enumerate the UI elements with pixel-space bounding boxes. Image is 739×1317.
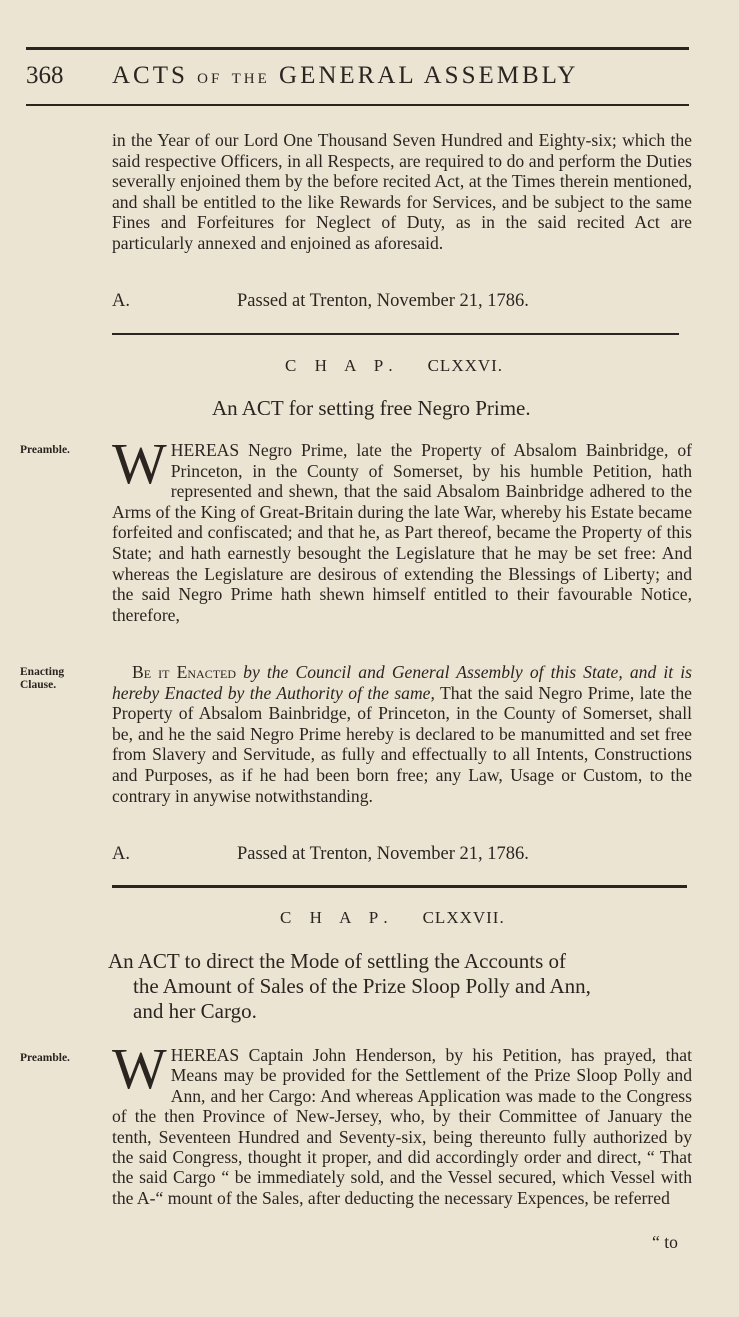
- passed-line-1: [112, 291, 692, 315]
- enacting-text: That the said Negro Prime, late the Property of Absalom Bainbridge, of Princeton, in the County of Somerset, shall be, and he the said Negro Prime hereby is declared to be manumitted and set free from Slavery and Servitude, as fully and effectually to all Intents, Constructions and Purposes, as if he had been born free; any Law, Usage or Custom, to the contrary in anywise notwithstanding.: [112, 682, 692, 806]
- running-head: [112, 62, 578, 90]
- act-title-177-line1: An ACT to direct the Mode of settling the Accounts of: [108, 949, 567, 973]
- margin-enacting-1: Enacting: [20, 666, 65, 678]
- chap-label-2: C H A P.: [280, 908, 395, 927]
- preamble-text-176: HEREAS Negro Prime, late the Property of Absalom Bainbridge, of Princeton, in the County of Somerset, by his humble Petition, hath represented and shewn, that the said Absalom Bainbridge adhered to the Arms of the King of Great-Britain during the late War, whereby his Estate became forfeited and confiscated; and that he, as Part thereof, became the Property of this State; and hath earnestly besought the Legislature that he may be set free: And whereas the Legislature are desirous of extending the Blessings of Liberty; and the said Negro Prime hath shewn himself entitled to their favourable Notice, therefore,: [112, 440, 692, 625]
- enacting-paragraph-176: [112, 662, 692, 806]
- running-head-acts: ACTS: [112, 62, 188, 89]
- chap-number: CLXXVI.: [427, 356, 504, 375]
- preamble-paragraph-176: [112, 431, 692, 625]
- chap-heading-176: [285, 356, 503, 376]
- header-rule: [26, 104, 689, 106]
- running-head-of: OF: [197, 71, 223, 87]
- page-number: 368: [26, 62, 64, 89]
- preamble-text-177: HEREAS Captain John Henderson, by his Petition, has prayed, that Means may be provided for the Settlement of the Prize Sloop Polly and Ann, and her Cargo: And whereas Application was made to the Congress of the then Province of New-Jersey, who, by their Committee of January the tenth, Seventeen Hundred and Seventy-six, being thereunto fully authorized by the said Congress, thought it proper, and did accordingly order and direct, “ That the said Cargo “ be immediately sold, and the Vessel secured, which Vessel with the A-“ mount of the Sales, after deducting the necessary Expences, be referred: [112, 1045, 692, 1208]
- preamble-paragraph-177: [112, 1036, 692, 1208]
- continuation-paragraph: in the Year of our Lord One Thousand Seven Hundred and Eighty-six; which the said respective Officers, in all Respects, are required to do and perform the Duties severally enjoined them by the before recited Act, at the Times therein mentioned, and shall be entitled to the like Rewards for Services, and be subject to the same Fines and Forfeitures for Neglect of Duty, as in the said recited Act are particularly annexed and enjoined as aforesaid.: [112, 130, 692, 253]
- chap-label: C H A P.: [285, 356, 400, 375]
- running-head-rest: GENERAL ASSEMBLY: [279, 62, 579, 89]
- passed-text-2: Passed at Trenton, November 21, 1786.: [237, 844, 529, 864]
- act-title-177: [108, 949, 698, 1024]
- act-title-177-line3: and her Cargo.: [133, 999, 257, 1023]
- section-rule-1: [112, 333, 679, 335]
- margin-enacting-2: Clause.: [20, 679, 57, 691]
- drop-cap-w: W: [112, 431, 167, 496]
- margin-note-preamble-2: Preamble.: [20, 1052, 70, 1064]
- chap-number-2: CLXXVII.: [422, 908, 505, 927]
- passed-letter: A.: [112, 291, 130, 311]
- act-title-177-line2: the Amount of Sales of the Prize Sloop Polly and Ann,: [133, 974, 591, 998]
- enacting-italic: by the Council and General Assembly of this State, and it is hereby Enacted by the Authority of the same,: [112, 662, 692, 703]
- act-title-176: An ACT for setting free Negro Prime.: [212, 396, 531, 420]
- passed-letter-2: A.: [112, 844, 130, 864]
- top-rule: [26, 47, 689, 50]
- passed-line-2: [112, 844, 692, 868]
- margin-note-preamble-1: Preamble.: [20, 444, 70, 456]
- passed-text: Passed at Trenton, November 21, 1786.: [237, 291, 529, 311]
- drop-cap-w-2: W: [112, 1036, 167, 1101]
- running-head-the: THE: [231, 71, 270, 87]
- margin-note-enacting: [20, 666, 64, 692]
- enacting-lead: Be it Enacted: [132, 662, 237, 682]
- catchword: “ to: [652, 1232, 678, 1252]
- section-rule-2: [112, 885, 687, 888]
- chap-heading-177: [280, 908, 505, 928]
